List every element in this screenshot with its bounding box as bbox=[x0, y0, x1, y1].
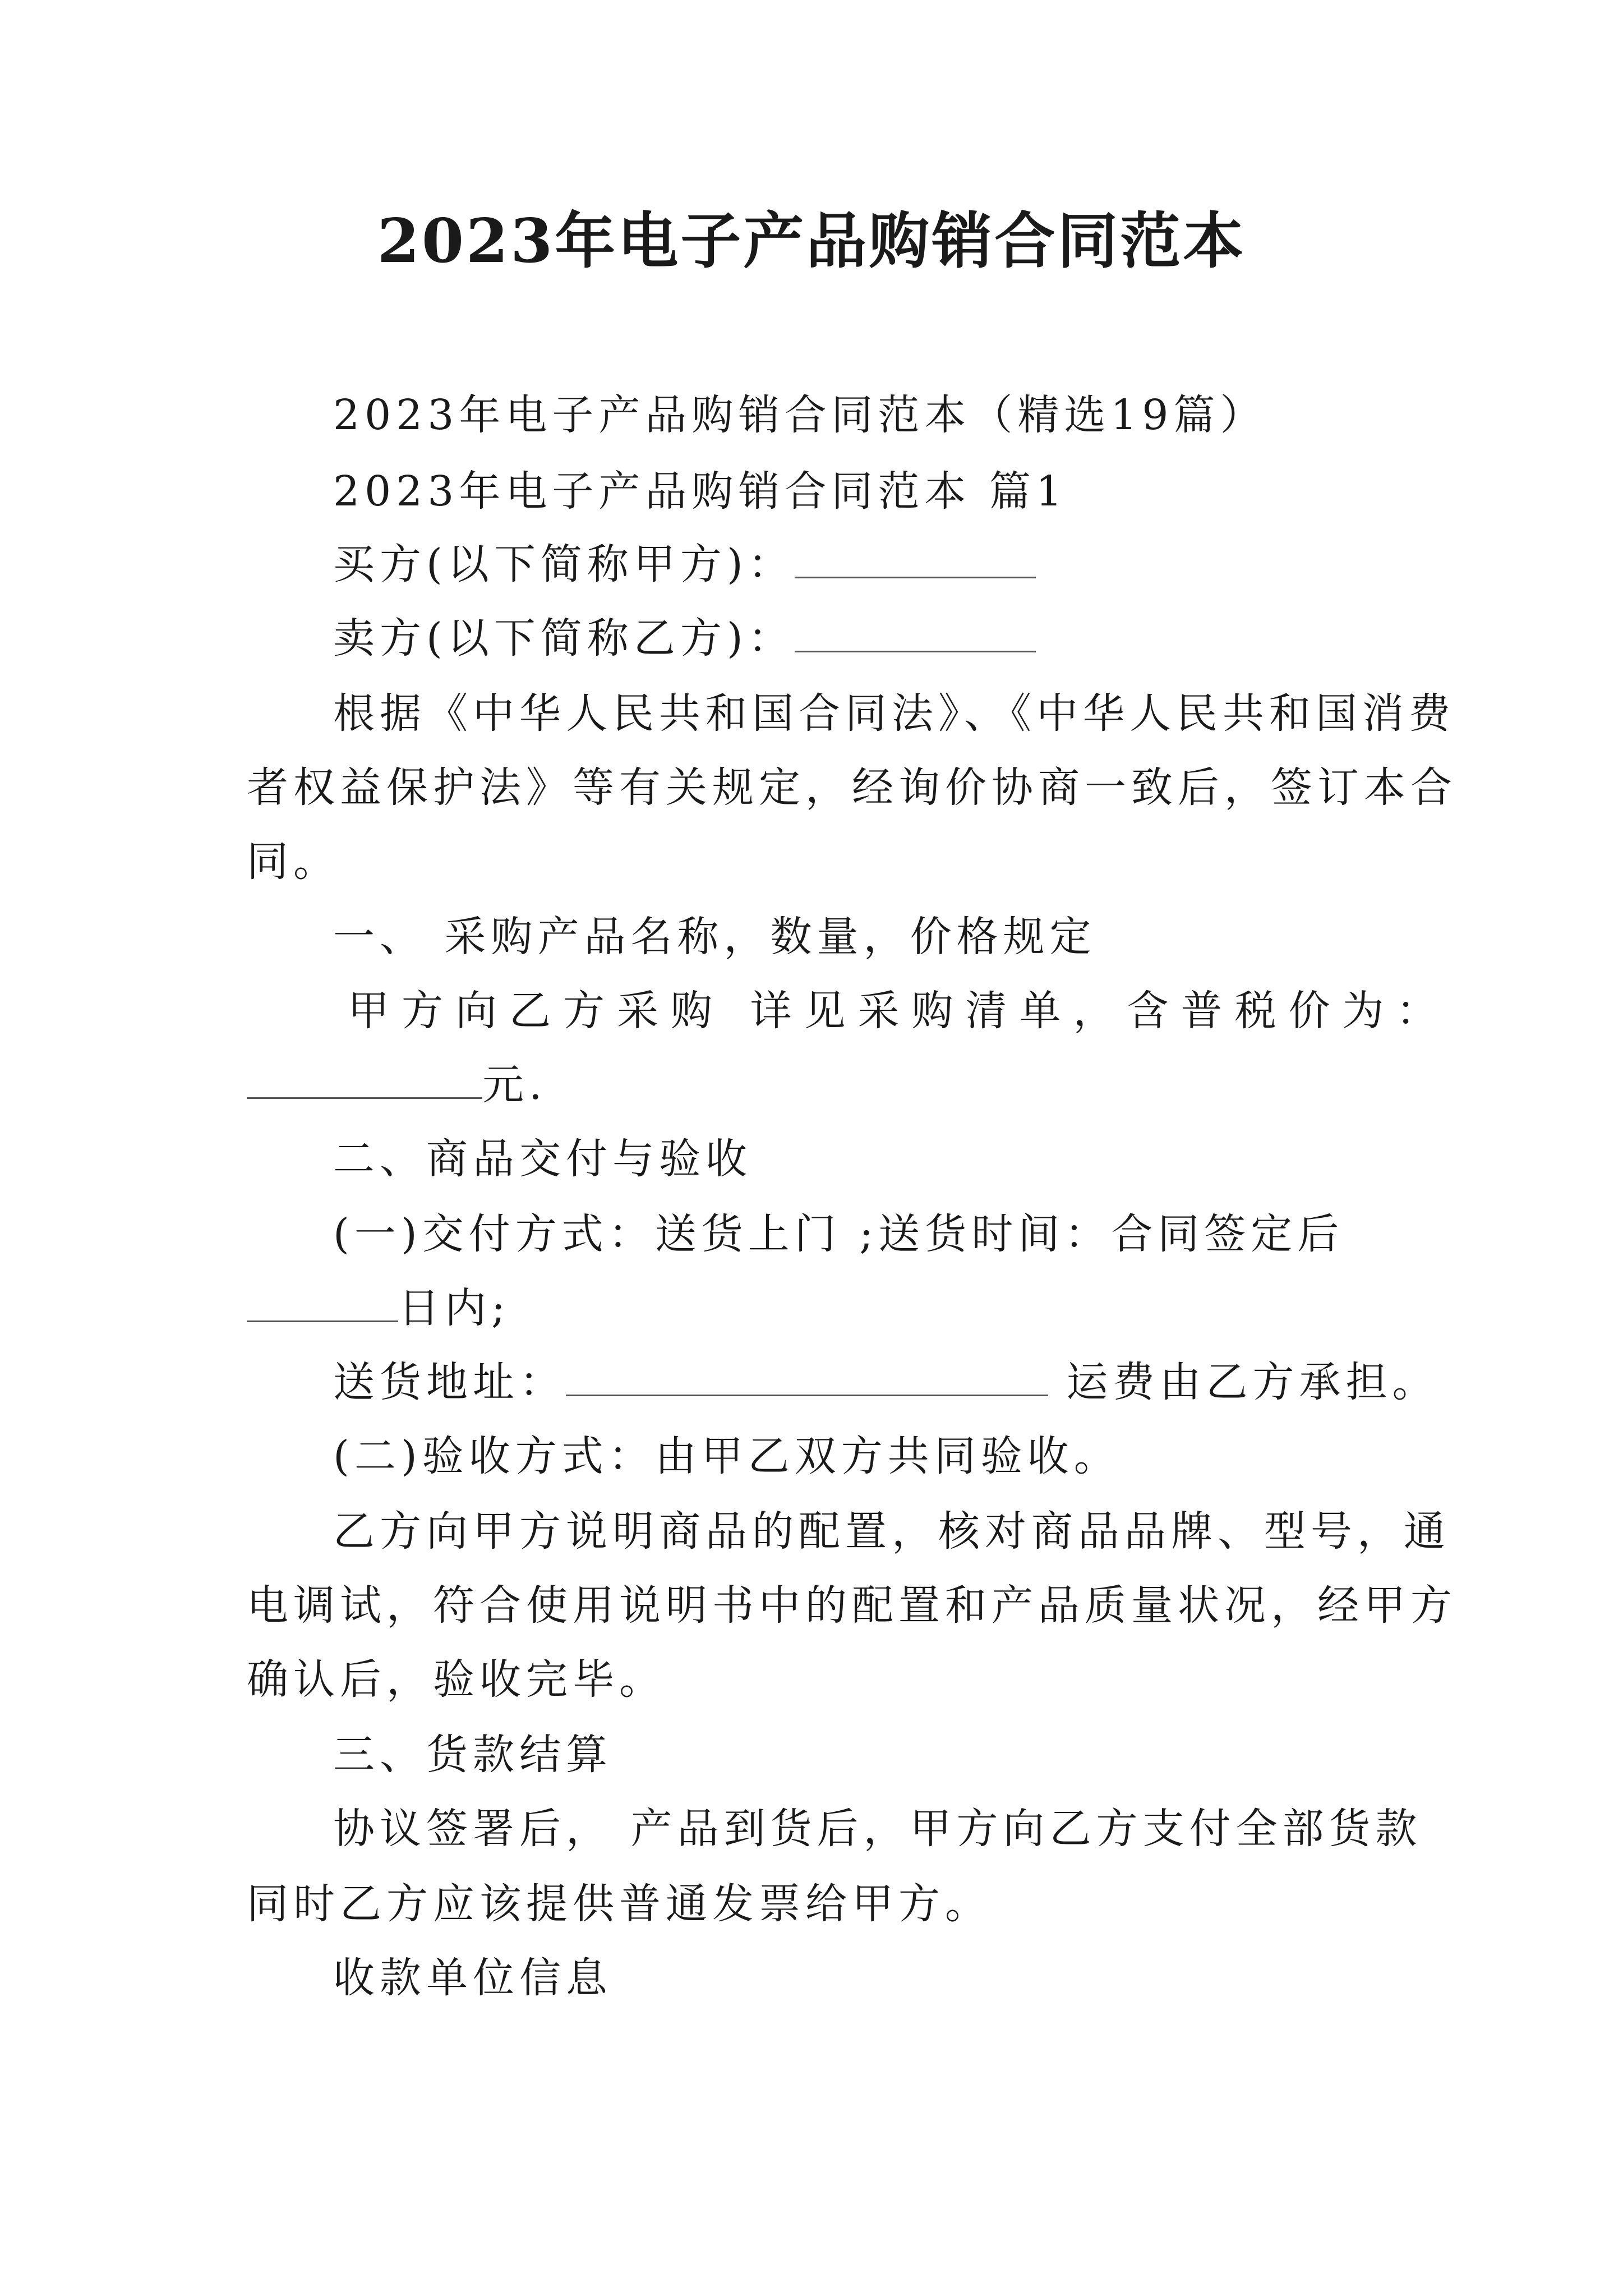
basis-line-2: 者权益保护法》等有关规定，经询价协商一致后，签订本合 bbox=[247, 763, 1457, 812]
subtitle: 2023年电子产品购销合同范本（精选19篇） bbox=[333, 391, 1267, 439]
payment-line-1: 协议签署后， 产品到货后，甲方向乙方支付全部货款 bbox=[333, 1805, 1422, 1853]
item-1-text: 甲方向乙方采购 详见采购清单，含普税价为： bbox=[348, 987, 1450, 1035]
section-heading: 2023年电子产品购销合同范本 篇1 bbox=[333, 467, 1067, 516]
buyer-blank bbox=[795, 536, 1036, 578]
item-3-heading: 三、货款结算 bbox=[333, 1731, 612, 1779]
item-1-price-line bbox=[247, 1057, 547, 1113]
config-line-3: 确认后，验收完毕。 bbox=[247, 1655, 666, 1704]
seller-blank bbox=[795, 610, 1036, 652]
basis-line-1: 根据《中华人民共和国合同法》、《中华人民共和国消费 bbox=[333, 689, 1455, 738]
price-unit: 元. bbox=[482, 1061, 547, 1109]
price-blank bbox=[247, 1057, 482, 1099]
buyer-label: 买方(以下简称甲方)： bbox=[333, 540, 795, 588]
buyer-line bbox=[333, 536, 1036, 592]
address-line bbox=[333, 1354, 1439, 1410]
config-line-2: 电调试，符合使用说明书中的配置和产品质量状况，经甲方 bbox=[247, 1581, 1457, 1630]
item-2-heading: 二、商品交付与验收 bbox=[333, 1135, 752, 1183]
days-suffix: 日内; bbox=[398, 1284, 510, 1332]
payee-info: 收款单位信息 bbox=[333, 1954, 612, 2002]
seller-line bbox=[333, 610, 1036, 666]
payment-line-2: 同时乙方应该提供普通发票给甲方。 bbox=[247, 1880, 992, 1928]
address-label: 送货地址： bbox=[333, 1358, 566, 1406]
delivery-line-2 bbox=[247, 1280, 510, 1336]
acceptance-line: (二)验收方式：由甲乙双方共同验收。 bbox=[333, 1432, 1121, 1480]
delivery-line-1: (一)交付方式：送货上门 ;送货时间：合同签定后 bbox=[333, 1210, 1344, 1258]
address-suffix: 运费由乙方承担。 bbox=[1048, 1358, 1439, 1406]
days-blank bbox=[247, 1280, 398, 1322]
config-line-1: 乙方向甲方说明商品的配置，核对商品品牌、型号，通 bbox=[333, 1507, 1450, 1556]
document-title: 2023年电子产品购销合同范本 bbox=[377, 206, 1246, 277]
address-blank bbox=[566, 1354, 1048, 1396]
seller-label: 卖方(以下简称乙方)： bbox=[333, 614, 795, 662]
item-1-heading: 一、 采购产品名称，数量，价格规定 bbox=[333, 913, 1096, 961]
basis-line-3: 同。 bbox=[247, 838, 340, 886]
